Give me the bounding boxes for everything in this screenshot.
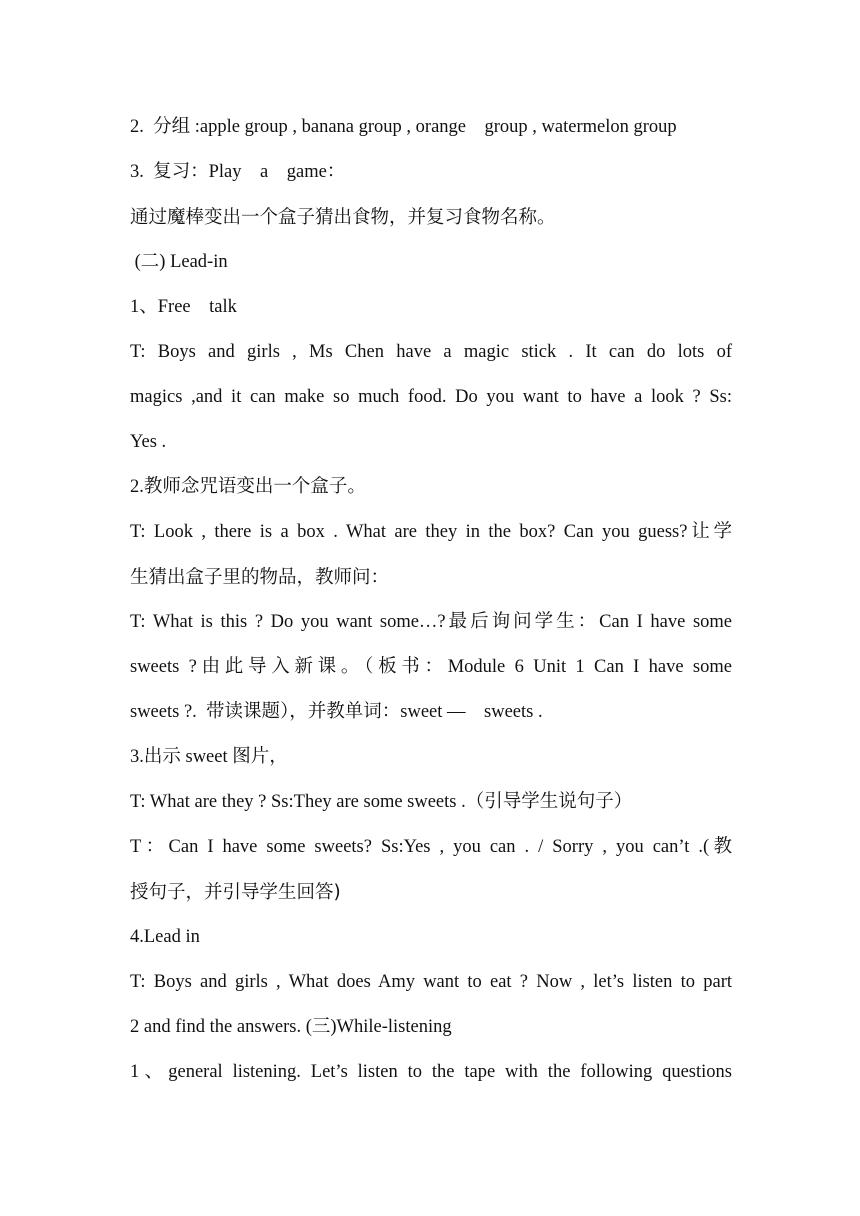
line-can-i-have: T：Can I have some sweets? Ss:Yes , you can . / Sorry , you can’t .(教 xyxy=(130,837,732,857)
line-teacher-boys-girls: T: Boys and girls , Ms Chen have a magic stick . It can do lots of xyxy=(130,342,732,362)
line-teacher-chant: 2.教师念咒语变出一个盒子。 xyxy=(130,477,366,497)
line-lead-in-4: 4.Lead in xyxy=(130,927,200,947)
section-heading-lead-in: (二) Lead-in xyxy=(130,252,228,272)
line-magics-food: magics ,and it can make so much food. Do you want to have a look ? Ss: xyxy=(130,387,732,407)
line-show-sweet-picture: 3.出示 sweet 图片， xyxy=(130,747,288,767)
line-free-talk: 1、Free talk xyxy=(130,297,237,317)
line-find-answers: 2 and find the answers. (三)While-listening xyxy=(130,1017,452,1037)
line-general-listening: 1、general listening. Let’s listen to the tape with the following questions xyxy=(130,1062,732,1082)
line-what-are-they: T: What are they ? Ss:They are some sweets .（引导学生说句子） xyxy=(130,792,633,812)
line-read-title: sweets ?. 带读课题），并教单词：sweet — sweets . xyxy=(130,702,543,722)
line-review-game: 3. 复习：Play a game： xyxy=(130,162,346,182)
line-magic-wand: 通过魔棒变出一个盒子猜出食物，并复习食物名称。 xyxy=(130,207,556,228)
line-grouping: 2. 分组 :apple group , banana group , orange group , watermelon group xyxy=(130,117,677,137)
line-what-is-this: T: What is this ? Do you want some…?最后询问学生：Can I have some xyxy=(130,612,732,632)
line-look-box: T: Look , there is a box . What are they in the box? Can you guess?让学 xyxy=(130,522,732,542)
line-teach-sentence: 授句子，并引导学生回答) xyxy=(130,882,341,903)
line-guess-items: 生猜出盒子里的物品，教师问： xyxy=(130,567,390,588)
line-yes: Yes . xyxy=(130,432,167,452)
line-new-lesson: sweets ?由此导入新课。（板书：Module 6 Unit 1 Can I have some xyxy=(130,657,732,677)
line-what-does-amy: T: Boys and girls , What does Amy want to eat ? Now , let’s listen to part xyxy=(130,972,732,992)
